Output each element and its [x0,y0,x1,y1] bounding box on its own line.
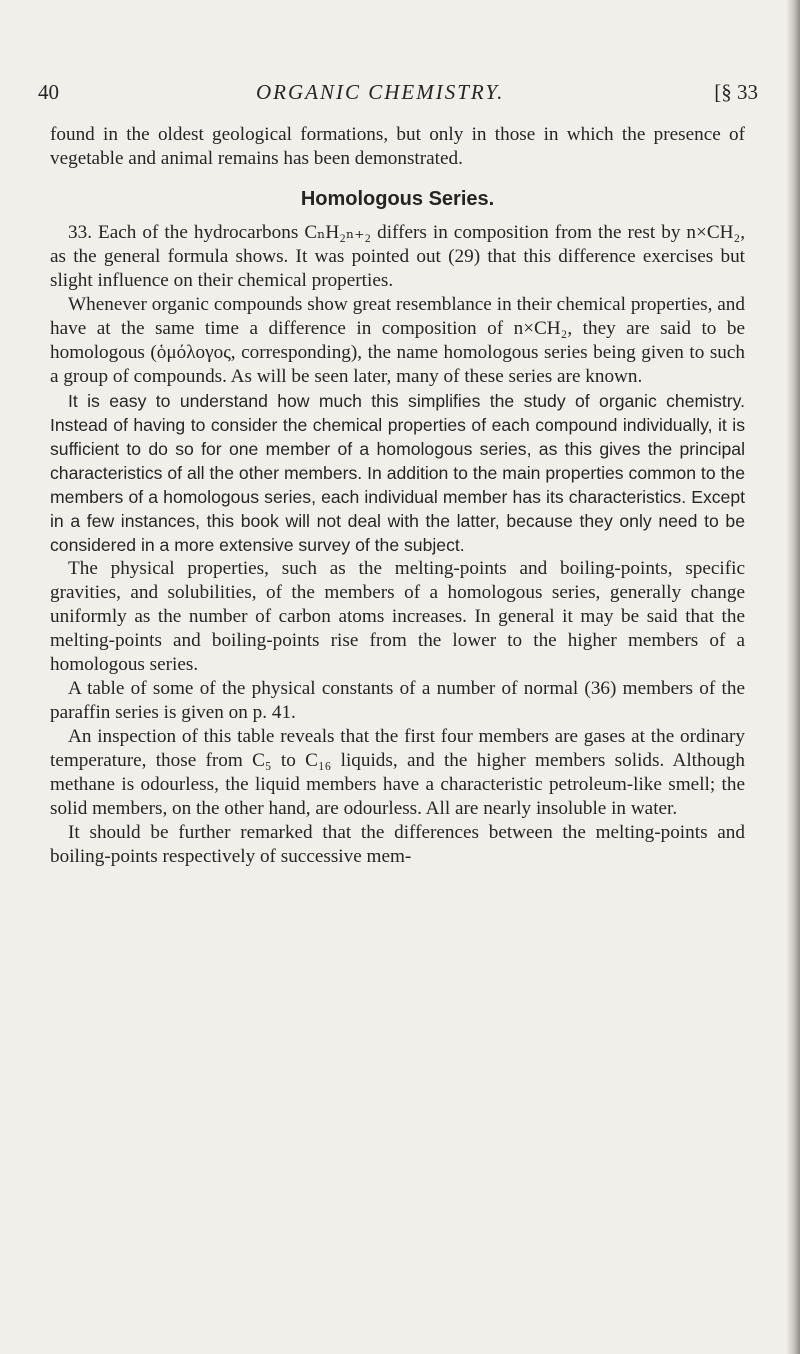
paragraph-33: 33. Each of the hydrocarbons CₙH₂ₙ₊₂ differs in composition from the rest by n×CH₂, as the general formula shows. It was pointed out (29) that this difference exercises but slight influence on their chemical properties. [50,222,745,291]
page-number: 40 [38,80,59,104]
paragraph-physical-properties: The physical properties, such as the melting-points and boiling-points, specific gravities, and solubilities, of the members of a homologous series, generally change uniformly as the number of carbon atoms increases. In general it may be said that the melting-points and boiling-points rise from the lower to the higher members of a homologous series. [50,558,745,675]
section-heading: Homologous Series. [300,188,495,210]
paragraph-further-remark: It should be further remarked that the differences between the melting-points and boiling-points respectively of successive mem- [50,822,745,867]
paragraph-continued: found in the oldest geological formations, but only in those in which the presence of vegetable and animal remains has been demonstrated. [50,124,745,169]
page-header [38,80,758,110]
page-edge-shadow [786,0,800,1354]
paragraph-simplifies-study: It is easy to understand how much this simplifies the study of organic chemistry. Instead of having to consider the chemical properties of each compound individually, it is sufficient to do so for one member of a homologous series, as this gives the principal characteristics of all the other members. In addition to the main properties common to the members of a homologous series, each individual member has its characteristics. Except in a few instances, this book will not deal with the latter, because they only need to be considered in a more extensive survey of the subject. [50,391,745,555]
running-title: ORGANIC CHEMISTRY. [256,80,505,104]
paragraph-table-reference: A table of some of the physical constants of a number of normal (36) members of the paraffin series is given on p. 41. [50,678,745,723]
paragraph-homologous-definition: Whenever organic compounds show great resemblance in their chemical properties, and have at the same time a difference in composition of n×CH₂, they are said to be homologous (ὁμόλογος, corresponding), the name homologous series being given to such a group of compounds. As will be seen later, many of these series are known. [50,294,745,387]
paragraph-table-inspection: An inspection of this table reveals that the first four members are gases at the ordinary temperature, those from C₅ to C₁₆ liquids, and the higher members solids. Although methane is odourless, the liquid members have a characteristic petroleum-like smell; the solid members, on the other hand, are odourless. All are nearly insoluble in water. [50,726,745,819]
body-text [50,123,745,869]
section-reference: [§ 33 [714,80,758,104]
